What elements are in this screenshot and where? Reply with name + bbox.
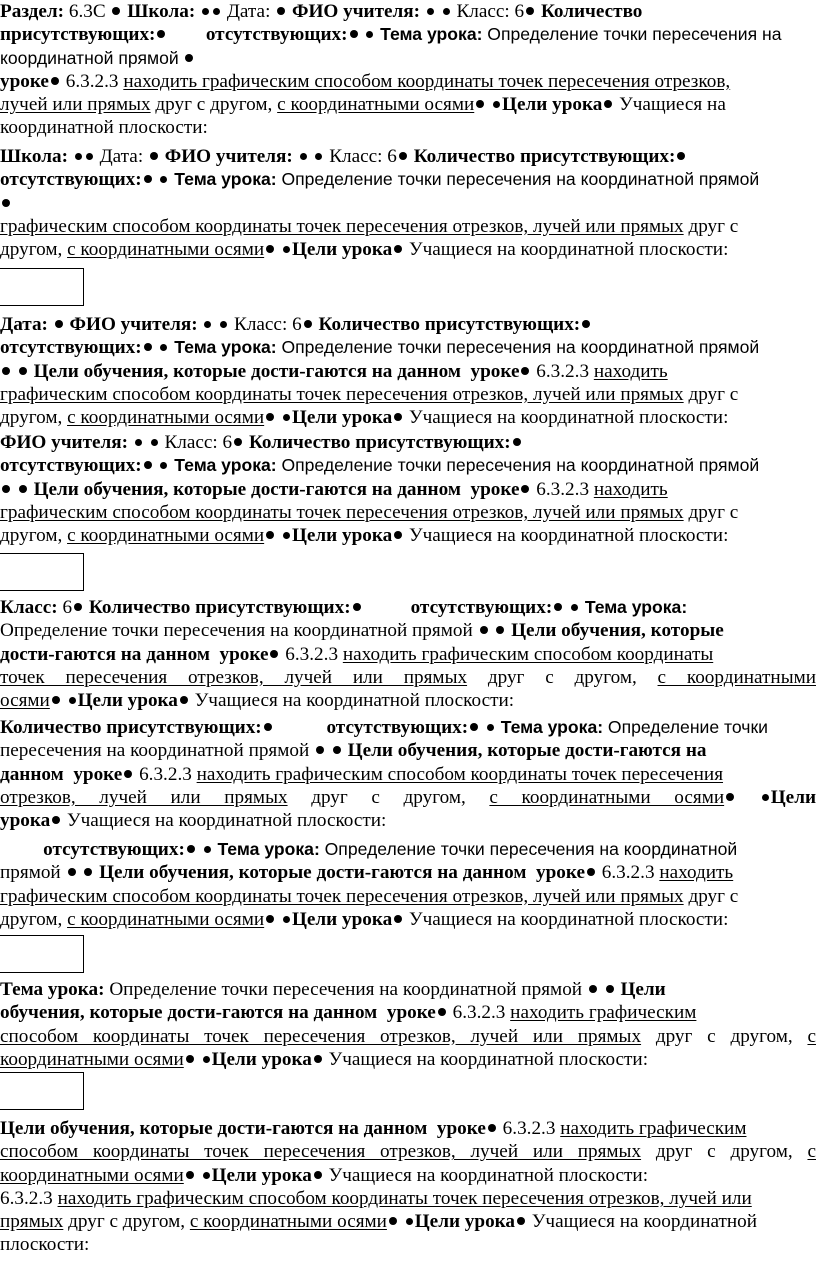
bullet-icon <box>19 367 27 375</box>
bullet-icon <box>300 153 307 160</box>
bullet-icon <box>283 916 290 923</box>
label-data: Дата <box>226 1 266 22</box>
label-tseli-uroka: Цели урока <box>291 908 393 930</box>
bullet-icon <box>2 367 10 375</box>
bullet-icon <box>180 696 188 704</box>
bullet-icon <box>204 846 211 853</box>
bullet-icon <box>480 626 488 634</box>
label-data: Дата: <box>0 314 48 335</box>
klass-value: 6 <box>387 146 397 167</box>
bullet-icon <box>677 152 685 160</box>
goal-code: 6.3.2.3 <box>65 70 119 92</box>
bullet-icon <box>157 30 165 38</box>
drug-text: друг с другом, <box>155 94 273 116</box>
bullet-icon <box>186 1055 194 1063</box>
bullet-icon <box>406 1218 413 1225</box>
label-tema: Тема урока: <box>217 839 320 859</box>
bullet-icon <box>68 868 76 876</box>
axes-link: с координатными осями <box>189 1211 387 1233</box>
label-tseli-uroka: Цели урока <box>291 525 393 547</box>
tema-value: Определение точки пересечения на координатной прямой <box>281 455 760 476</box>
label-uroke: уроке <box>436 1118 486 1139</box>
bullet-icon <box>264 723 272 731</box>
bullet-icon <box>283 532 290 539</box>
bullet-icon <box>213 8 220 15</box>
bullet-icon <box>270 650 278 658</box>
students-text: Учащиеся на координатной плоскости: <box>328 1164 649 1186</box>
header-block-7: отсутствующих: Тема урока: Определение точки пересечения на координатной прямой Цели обучения, которые дости-гаются на данном уроке 6.3.2.3 находить графическим способом координаты точек пересечения отрезков, лучей или прямых друг с другом, с координатными осями Цели урока Учащиеся на координатной плоскости: <box>0 839 739 930</box>
label-otsutstvuyushchikh: отсутствующих: <box>326 717 469 738</box>
goal-code: 6.3.2.3 <box>0 1187 53 1209</box>
label-uroke: уроке <box>386 1002 436 1024</box>
label-uroke: уроке <box>0 70 49 92</box>
label-tseli-uroka: Цели урока <box>291 407 393 429</box>
bullet-icon <box>493 101 500 108</box>
label-klass: Класс <box>164 432 213 453</box>
label-uroke: уроке <box>536 862 585 884</box>
axes-link: с координатными осями <box>67 407 265 429</box>
bullet-icon <box>266 413 274 421</box>
bullet-icon <box>496 626 504 634</box>
klass-value: 6 <box>514 1 525 22</box>
bullet-icon <box>314 1171 322 1179</box>
bullet-icon <box>160 344 167 351</box>
students-text: Учащиеся на координатной плоскости: <box>409 407 729 429</box>
bullet-icon <box>315 153 322 160</box>
bullet-icon <box>394 531 402 539</box>
bullet-icon <box>366 31 373 38</box>
bullet-icon <box>283 414 290 421</box>
label-otsutstvuyushchikh: отсутствующих: <box>0 337 142 359</box>
label-kolichestvo: Количество присутствующих: <box>88 597 351 618</box>
bullet-icon <box>150 152 158 160</box>
label-kolichestvo: Количество присутствующих: <box>0 717 262 738</box>
label-klass: Класс <box>329 146 378 167</box>
bullet-icon <box>2 199 10 207</box>
bullet-icon <box>144 175 152 183</box>
empty-box <box>0 1072 84 1110</box>
label-tema: Тема урока: <box>500 717 604 737</box>
empty-box <box>0 268 84 306</box>
label-razdel: Раздел: <box>0 1 65 22</box>
bullet-icon <box>762 794 769 801</box>
label-tema: Тема урока: <box>174 455 277 476</box>
header-block-4: ФИО учителя: Класс: 6 Количество присутствующих: отсутствующих: Тема урока: Определение точки пересечения на координатной прямой Цели обучения, которые дости-гаются на данном уроке 6.3.2.3 находить графическим способом координаты точек пересечения отрезков, лучей или прямых друг с другом, с координатными осями Цели урока Учащиеся на координатной плоскости: <box>0 432 760 547</box>
label-shkola: Школа: <box>0 146 68 167</box>
label-tseli-uroka: Цели урока <box>211 1048 312 1070</box>
bullet-icon <box>266 531 274 539</box>
students-text: Учащиеся на координатной плоскости: <box>409 908 729 930</box>
bullet-icon <box>582 320 590 328</box>
label-tema: Тема урока: <box>174 337 277 358</box>
bullet-icon <box>589 985 597 993</box>
label-tseli-uroka: Цели урока <box>414 1211 516 1233</box>
label-fio: ФИО учителя: <box>69 314 198 335</box>
students-text: Учащиеся на координатной плоскости: <box>328 1048 649 1070</box>
label-data: Дата <box>99 146 138 167</box>
bullet-icon <box>86 153 93 160</box>
label-fio: ФИО учителя: <box>292 1 421 22</box>
bullet-icon <box>124 770 132 778</box>
goal-code: 6.3.2.3 <box>536 360 590 382</box>
bullet-icon <box>52 696 60 704</box>
label-otsutstvuyushchikh: отсутствующих: <box>0 455 142 477</box>
goal-code: 6.3.2.3 <box>601 862 655 884</box>
tema-value: Определение точки пересечения на координатной прямой <box>109 979 583 1000</box>
bullet-icon <box>513 438 521 446</box>
bullet-icon <box>606 985 614 993</box>
label-kolichestvo: Количество присутствующих: <box>413 146 676 167</box>
bullet-icon <box>394 413 402 421</box>
bullet-icon <box>394 915 402 923</box>
axes-link: с координатными осями <box>67 525 265 547</box>
bullet-icon <box>726 793 734 801</box>
label-tseli-obucheniya: Цели обучения, которые дости-гаются на данном <box>0 1118 428 1139</box>
label-kolichestvo: Количество присутствующих: <box>248 432 511 453</box>
bullet-icon <box>185 54 193 62</box>
axes-link: с координатными осями <box>67 908 265 930</box>
label-otsutstvuyushchikh: отсутствующих: <box>43 839 185 860</box>
header-block-6: Количество присутствующих: отсутствующих: Тема урока: Определение точки пересечения на координатной прямой Цели обучения, которые дости-гаются на данном уроке 6.3.2.3 находить графическим способом координаты точек пересечения отрезков, лучей или прямых друг с другом, с координатными осями Цели урока Учащиеся на координатной плоскости: <box>0 717 816 832</box>
bullet-icon <box>2 485 10 493</box>
bullet-icon <box>144 461 152 469</box>
header-block-9: Цели обучения, которые дости-гаются на данном уроке 6.3.2.3 находить графическим способом координаты точек пересечения отрезков, лучей или прямых друг с другом, с координатными осями Цели урока Учащиеся на координатной плоскости: 6.3.2.3 находить графическим способом координаты точек пересечения отрезков, лучей или прямых друг с другом, с координатными осями Цели урока Учащиеся на координатной плоскости: <box>0 1118 816 1256</box>
empty-box <box>0 935 84 973</box>
bullet-icon <box>203 1172 210 1179</box>
bullet-icon <box>112 7 120 15</box>
bullet-icon <box>314 1055 322 1063</box>
klass-value: 6 <box>222 432 233 453</box>
bullet-icon <box>333 746 341 754</box>
bullet-icon <box>69 697 76 704</box>
bullet-icon <box>443 8 450 15</box>
label-tseli-uroka: Цели урока <box>77 690 178 712</box>
bullet-icon <box>84 868 92 876</box>
goal-code: 6.3.2.3 <box>452 1002 506 1024</box>
label-uroke: уроке <box>219 643 269 665</box>
label-tema: Тема урока: <box>0 979 105 1000</box>
bullet-icon <box>202 8 209 15</box>
bullet-icon <box>476 100 484 108</box>
razdel-value: 6.3С <box>68 1 106 22</box>
bullet-icon <box>488 1124 496 1132</box>
empty-box <box>0 553 84 591</box>
bullet-icon <box>283 246 290 253</box>
tema-value: Определение точки пересечения на координатной прямой <box>0 620 473 642</box>
goal-code: 6.3.2.3 <box>536 478 590 500</box>
header-block-2: Школа: Дата: ФИО учителя: Класс: 6 Количество присутствующих: отсутствующих: Тема урока: Определение точки пересечения на координатной прямой графическим способом координаты точек пересечения отрезков, лучей или прямых друг с другом, с координатными осями Цели урока Учащиеся на координатной плоскости: <box>0 146 760 261</box>
tema-value: Определение точки пересечения на координатной прямой <box>281 169 760 190</box>
bullet-icon <box>75 153 82 160</box>
bullet-icon <box>554 603 562 611</box>
goal-code: 6.3.2.3 <box>285 643 339 665</box>
goal-code: 6.3.2.3 <box>139 763 192 785</box>
label-uroke: уроке <box>73 763 123 785</box>
bullet-icon <box>521 485 529 493</box>
label-otsutstvuyushchikh: отсутствующих: <box>410 597 553 618</box>
label-tseli-uroka: Цели урока <box>291 239 393 261</box>
label-tseli-obucheniya: Цели обучения, которые дости-гаются на данном <box>33 478 461 500</box>
bullet-icon <box>526 7 534 15</box>
students-text: Учащиеся на координатной плоскости: <box>194 690 515 712</box>
label-tseli-uroka: Цели урока <box>502 94 603 116</box>
label-klass: Класс <box>234 314 282 335</box>
label-otsutstvuyushchikh: отсутствующих: <box>205 24 348 46</box>
goal-link-b: лучей или прямых <box>0 94 151 116</box>
label-klass: Класс <box>456 1 505 22</box>
bullet-icon <box>55 320 63 328</box>
bullet-icon <box>51 77 59 85</box>
label-otsutstvuyushchikh: отсутствующих: <box>0 169 142 191</box>
label-klass: Класс: <box>0 597 58 618</box>
label-tema: Тема урока: <box>380 24 483 45</box>
header-block-8: Тема урока: Определение точки пересечения на координатной прямой Цели обучения, которые дости-гаются на данном уроке 6.3.2.3 находить графическим способом координаты точек пересечения отрезков, лучей или прямых друг с другом, с координатными осями Цели урока Учащиеся на координатной плоскости: <box>0 979 816 1070</box>
goal-code: 6.3.2.3 <box>502 1118 556 1139</box>
bullet-icon <box>438 1008 446 1016</box>
students-text: Учащиеся на координатной плоскости: <box>67 810 387 832</box>
bullet-icon <box>151 439 158 446</box>
axes-link: с координатными осями <box>277 94 475 116</box>
bullet-icon <box>399 152 407 160</box>
students-text: Учащиеся на координатной плоскости: <box>409 525 729 547</box>
bullet-icon <box>487 724 494 731</box>
bullet-icon <box>160 462 167 469</box>
bullet-icon <box>604 100 612 108</box>
bullet-icon <box>266 245 274 253</box>
label-tema: Тема урока: <box>174 169 277 190</box>
header-block-5: Класс: 6 Количество присутствующих: отсутствующих: Тема урока: Определение точки пересечения на координатной прямой Цели обучения, которые дости-гаются на данном уроке 6.3.2.3 находить графическим способом координаты точек пересечения отрезков, лучей или прямых друг с другом, с координатными осями Цели урока Учащиеся на координатной плоскости: <box>0 597 816 712</box>
tema-value: Определение точки пересечения на координатной прямой <box>281 337 760 358</box>
bullet-icon <box>52 816 60 824</box>
bullet-icon <box>135 439 142 446</box>
bullet-icon <box>19 485 27 493</box>
bullet-icon <box>389 1217 397 1225</box>
bullet-icon <box>144 343 152 351</box>
bullet-icon <box>203 1056 210 1063</box>
label-kolichestvo: Количество присутствующих: <box>318 314 581 335</box>
bullet-icon <box>204 321 211 328</box>
header-block-1: Раздел: 6.3С Школа: Дата: ФИО учителя: Класс: 6 Количество присутствующих: отсутствующих: Тема урока: Определение точки пересечения на координатной прямой уроке 6.3.2.3 находить графическим способом координаты точек пересечения отрезков, лучей или прямых друг с другом, с координатными осями Цели урока Учащиеся на координатной плоскости: <box>0 1 782 139</box>
label-fio: ФИО учителя: <box>0 432 129 453</box>
bullet-icon <box>187 845 195 853</box>
bullet-icon <box>316 746 324 754</box>
bullet-icon <box>517 1217 525 1225</box>
label-tseli-uroka: Цели урока <box>211 1164 312 1186</box>
bullet-icon <box>350 30 358 38</box>
bullet-icon <box>160 176 167 183</box>
bullet-icon <box>186 1171 194 1179</box>
label-uroke: уроке <box>470 478 520 500</box>
label-tseli-obucheniya: Цели обучения, которые дости-гаются на данном <box>33 360 461 382</box>
bullet-icon <box>266 915 274 923</box>
bullet-icon <box>571 604 578 611</box>
header-block-3: Дата: ФИО учителя: Класс: 6 Количество присутствующих: отсутствующих: Тема урока: Определение точки пересечения на координатной прямой Цели обучения, которые дости-гаются на данном уроке 6.3.2.3 находить графическим способом координаты точек пересечения отрезков, лучей или прямых друг с другом, с координатными осями Цели урока Учащиеся на координатной плоскости: <box>0 314 760 429</box>
bullet-icon <box>353 603 361 611</box>
bullet-icon <box>277 7 285 15</box>
bullet-icon <box>220 321 227 328</box>
bullet-icon <box>234 438 242 446</box>
bullet-icon <box>394 245 402 253</box>
bullet-icon <box>521 367 529 375</box>
students-text: Учащиеся на координатной плоскости: <box>409 239 729 261</box>
bullet-icon <box>304 320 312 328</box>
label-uroke: уроке <box>470 360 520 382</box>
axes-link: с координатными осями <box>67 239 265 261</box>
label-fio: ФИО учителя: <box>164 146 293 167</box>
bullet-icon <box>74 603 82 611</box>
goal-link: находить графическим способом координаты точек пересечения отрезков, <box>123 70 731 92</box>
bullet-icon <box>470 723 478 731</box>
klass-value: 6 <box>292 314 302 335</box>
label-tseli-obucheniya: Цели обучения, которые дости-гаются на данном <box>99 862 527 884</box>
bullet-icon <box>427 8 434 15</box>
klass-value: 6 <box>62 597 73 618</box>
label-shkola: Школа: <box>127 1 196 22</box>
bullet-icon <box>587 868 595 876</box>
label-tema: Тема урока: <box>584 597 688 617</box>
